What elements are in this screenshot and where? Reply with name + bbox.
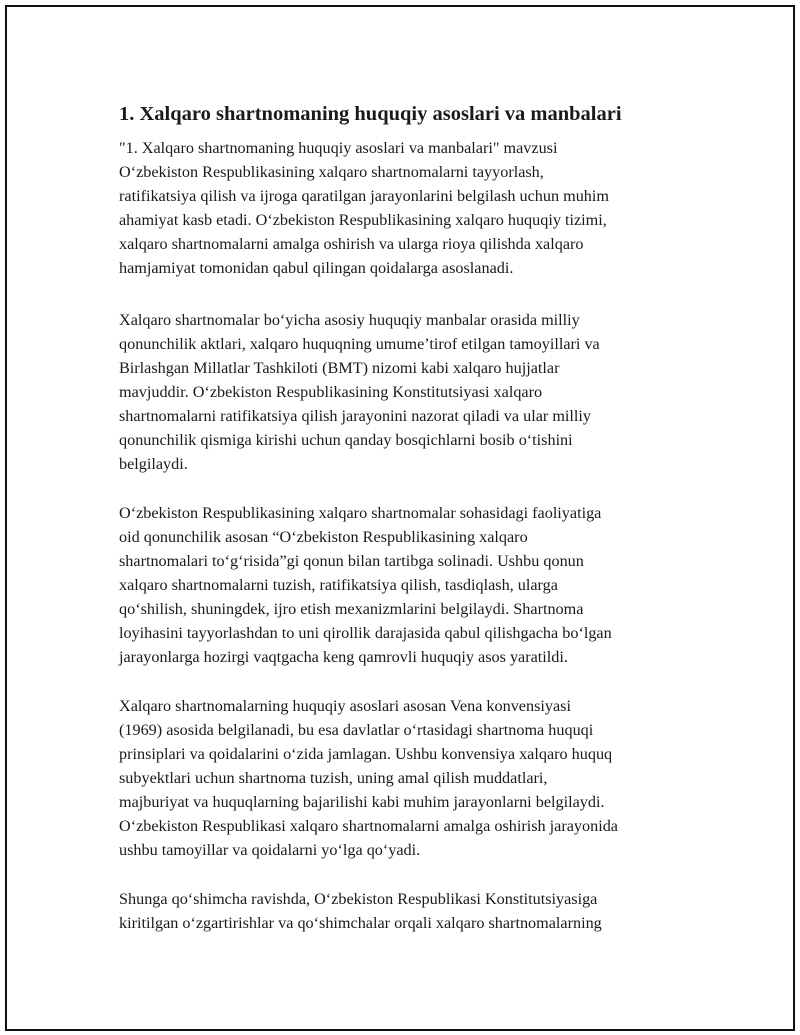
paragraph-1: [119, 136, 609, 280]
text-line: ushbu tamoyillar va qoidalarni yo‘lga qo‘yadi.: [119, 841, 421, 859]
paragraph-4: [119, 694, 618, 862]
text-line: O‘zbekiston Respublikasining xalqaro shartnomalarni tayyorlash,: [119, 163, 544, 181]
text-line: belgilaydi.: [119, 455, 188, 473]
text-line: prinsiplari va qoidalarini o‘zida jamlagan. Ushbu konvensiya xalqaro huquq: [119, 745, 613, 763]
text-line: shartnomalari to‘g‘risida”gi qonun bilan tartibga solinadi. Ushbu qonun: [119, 552, 584, 570]
text-line: O‘zbekiston Respublikasining xalqaro shartnomalar sohasidagi faoliyatiga: [119, 504, 602, 522]
paragraph-2: [119, 308, 600, 476]
paragraph-3: [119, 501, 612, 669]
text-line: (1969) asosida belgilanadi, bu esa davlatlar o‘rtasidagi shartnoma huquqi: [119, 721, 594, 739]
text-line: Xalqaro shartnomalar bo‘yicha asosiy huquqiy manbalar orasida milliy: [119, 311, 580, 329]
text-line: kiritilgan o‘zgartirishlar va qo‘shimchalar orqali xalqaro shartnomalarning: [119, 914, 602, 932]
text-line: ahamiyat kasb etadi. O‘zbekiston Respublikasining xalqaro huquqiy tizimi,: [119, 211, 607, 229]
text-line: qonunchilik aktlari, xalqaro huquqning umume’tirof etilgan tamoyillari va: [119, 335, 600, 353]
text-line: oid qonunchilik asosan “O‘zbekiston Respublikasining xalqaro: [119, 528, 528, 546]
text-line: mavjuddir. O‘zbekiston Respublikasining Konstitutsiyasi xalqaro: [119, 383, 543, 401]
text-line: jarayonlarga hozirgi vaqtgacha keng qamrovli huquqiy asos yaratildi.: [119, 648, 568, 666]
text-line: majburiyat va huquqlarning bajarilishi kabi muhim jarayonlarni belgilaydi.: [119, 793, 605, 811]
text-line: ratifikatsiya qilish va ijroga qaratilgan jarayonlarini belgilash uchun muhim: [119, 187, 609, 205]
text-line: xalqaro shartnomalarni amalga oshirish va ularga rioya qilishda xalqaro: [119, 235, 584, 253]
text-line: O‘zbekiston Respublikasi xalqaro shartnomalarni amalga oshirish jarayonida: [119, 817, 618, 835]
text-line: shartnomalarni ratifikatsiya qilish jarayonini nazorat qiladi va ular milliy: [119, 407, 591, 425]
text-line: qo‘shilish, shuningdek, ijro etish mexanizmlarini belgilaydi. Shartnoma: [119, 600, 584, 618]
text-line: loyihasini tayyorlashdan to uni qirollik darajasida qabul qilishgacha bo‘lgan: [119, 624, 612, 642]
text-line: hamjamiyat tomonidan qabul qilingan qoidalarga asoslanadi.: [119, 259, 514, 277]
document-page: [5, 5, 795, 1031]
text-line: "1. Xalqaro shartnomaning huquqiy asoslari va manbalari" mavzusi: [119, 139, 558, 157]
text-line: subyektlari uchun shartnoma tuzish, uning amal qilish muddatlari,: [119, 769, 548, 787]
text-line: xalqaro shartnomalarni tuzish, ratifikatsiya qilish, tasdiqlash, ularga: [119, 576, 558, 594]
text-line: qonunchilik qismiga kirishi uchun qanday bosqichlarni bosib o‘tishini: [119, 431, 573, 449]
text-line: Shunga qo‘shimcha ravishda, O‘zbekiston Respublikasi Konstitutsiyasiga: [119, 890, 598, 908]
page-title: 1. Xalqaro shartnomaning huquqiy asoslari va manbalari: [119, 103, 622, 125]
text-line: Xalqaro shartnomalarning huquqiy asoslari asosan Vena konvensiyasi: [119, 697, 571, 715]
text-line: Birlashgan Millatlar Tashkiloti (BMT) nizomi kabi xalqaro hujjatlar: [119, 359, 560, 377]
paragraph-5: [119, 887, 602, 935]
